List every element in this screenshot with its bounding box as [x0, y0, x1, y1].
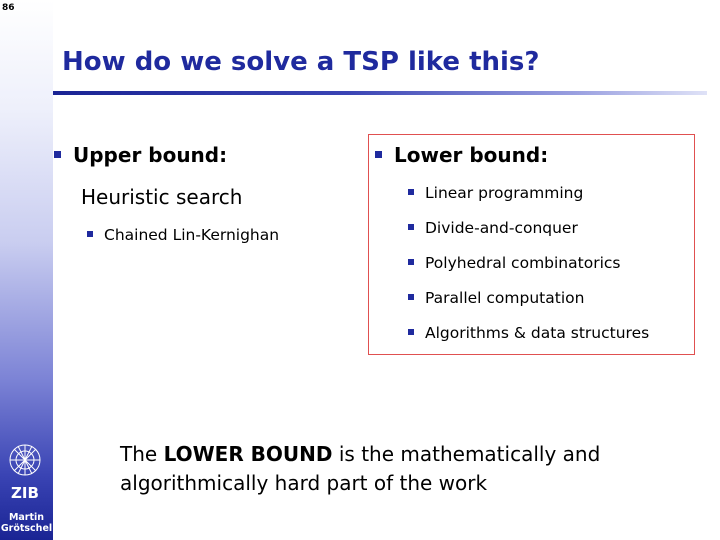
lower-bound-item-label: Divide-and-conquer	[425, 219, 578, 237]
lower-bound-item-label: Polyhedral combinatorics	[425, 254, 621, 272]
square-bullet-icon	[408, 294, 414, 300]
upper-bound-heading	[54, 143, 227, 167]
square-bullet-icon	[87, 231, 93, 237]
conclusion-text	[120, 440, 680, 498]
author-first-name: Martin	[8, 512, 45, 523]
lower-bound-item-label: Linear programming	[425, 184, 584, 202]
square-bullet-icon	[408, 329, 414, 335]
lower-bound-list	[408, 182, 649, 357]
zib-logo-icon	[3, 440, 47, 506]
lower-bound-heading	[375, 143, 548, 167]
logo-text: ZIB	[11, 484, 39, 502]
lower-bound-item	[408, 182, 649, 217]
square-bullet-icon	[408, 189, 414, 195]
lower-bound-label: Lower bound:	[394, 143, 549, 167]
conclusion-suffix: is the mathematically and algorithmically hard part of the work	[120, 442, 601, 495]
conclusion-emphasis: LOWER BOUND	[163, 442, 333, 466]
author-last-name: Grötschel	[0, 523, 53, 534]
slide-title: How do we solve a TSP like this?	[62, 47, 540, 77]
upper-bound-item	[87, 226, 279, 244]
lower-bound-item-label: Algorithms & data structures	[425, 324, 650, 342]
square-bullet-icon	[408, 224, 414, 230]
author-name	[0, 512, 53, 534]
title-underline	[53, 91, 707, 95]
conclusion-prefix: The	[120, 442, 164, 466]
upper-bound-label: Upper bound:	[73, 143, 228, 167]
lower-bound-item	[408, 217, 649, 252]
lower-bound-item-label: Parallel computation	[425, 289, 585, 307]
lower-bound-item	[408, 322, 649, 357]
square-bullet-icon	[54, 151, 61, 158]
heuristic-search-label: Heuristic search	[81, 185, 243, 209]
upper-bound-item-label: Chained Lin-Kernighan	[104, 226, 280, 244]
square-bullet-icon	[375, 151, 382, 158]
page-number: 86	[2, 3, 15, 13]
square-bullet-icon	[408, 259, 414, 265]
lower-bound-item	[408, 252, 649, 287]
lower-bound-item	[408, 287, 649, 322]
